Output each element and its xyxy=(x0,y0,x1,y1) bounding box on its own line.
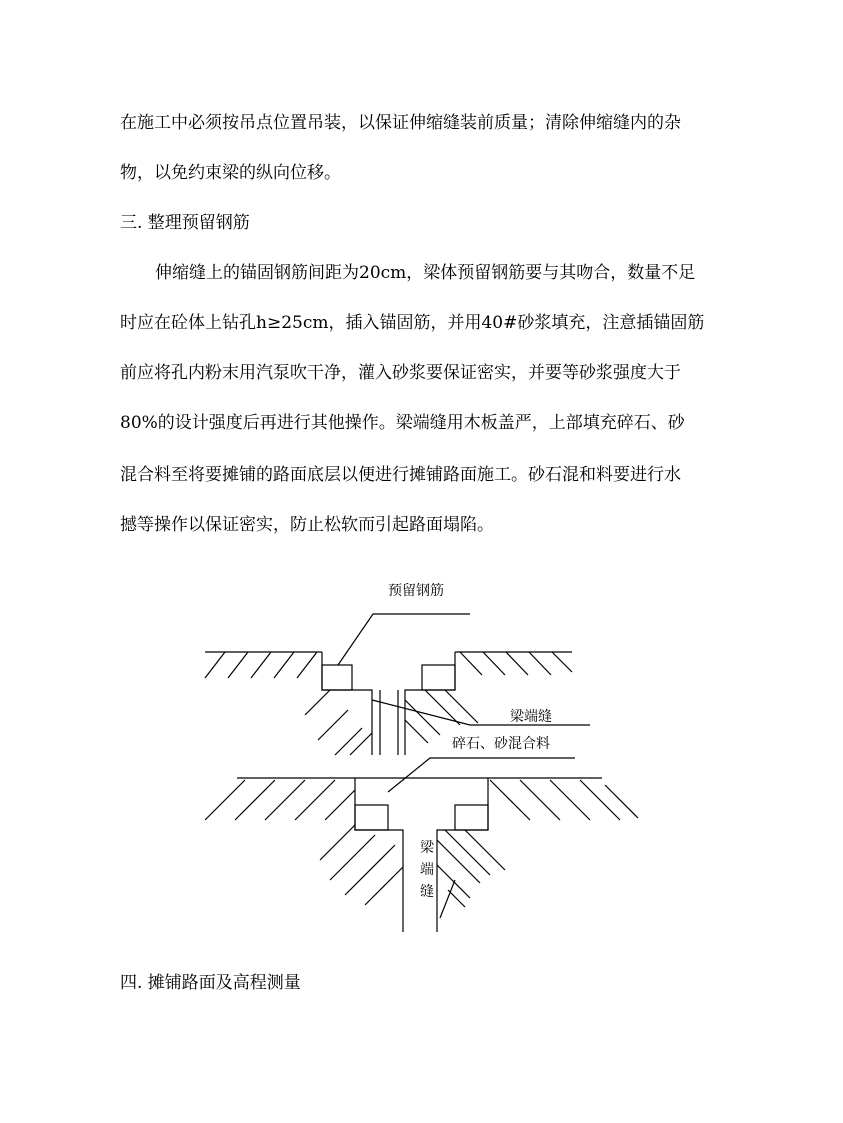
upper-right-rebar-box xyxy=(422,665,455,690)
paragraph-2-line-3: 前应将孔内粉末用汽泵吹干净，灌入砂浆要保证密实，并要等砂浆强度大于 xyxy=(120,363,681,383)
label-mix: 碎石、砂混合料 xyxy=(452,736,550,752)
label-vertical-2: 端 xyxy=(420,862,434,878)
mix-leader-line xyxy=(388,758,575,792)
vertical-label-leader-line xyxy=(440,880,455,918)
upper-right-beam-outline xyxy=(405,652,455,755)
upper-left-beam-outline xyxy=(322,652,372,755)
paragraph-1-line-1: 在施工中必须按吊点位置吊装，以保证伸缩缝装前质量；清除伸缩缝内的杂 xyxy=(120,113,681,133)
lower-right-ground-hatch xyxy=(490,780,638,820)
lower-right-rebar-box xyxy=(455,805,488,830)
paragraph-2-line-4: 80%的设计强度后再进行其他操作。梁端缝用木板盖严，上部填充碎石、砂 xyxy=(120,413,685,433)
paragraph-2-line-1: 伸缩缝上的锚固钢筋间距为20cm，梁体预留钢筋要与其吻合，数量不足 xyxy=(155,263,696,283)
lower-right-beam-outline xyxy=(437,778,488,932)
label-vertical-3: 缝 xyxy=(420,884,434,900)
label-vertical-1: 梁 xyxy=(420,840,434,856)
upper-left-ground-hatch xyxy=(205,652,317,678)
paragraph-2-line-6: 撼等操作以保证密实，防止松软而引起路面塌陷。 xyxy=(120,515,494,535)
lower-right-beam-hatch xyxy=(437,830,505,907)
upper-left-beam-hatch xyxy=(305,690,372,755)
rebar-leader-line xyxy=(338,614,470,665)
lower-left-beam-outline xyxy=(355,778,403,932)
paragraph-1-line-2: 物，以免约束梁的纵向位移。 xyxy=(120,163,341,183)
paragraph-2-line-5: 混合料至将要摊铺的路面底层以便进行摊铺路面施工。砂石混和料要进行水 xyxy=(120,465,681,485)
label-beam-gap: 梁端缝 xyxy=(510,709,552,725)
label-rebar: 预留钢筋 xyxy=(388,583,444,599)
lower-left-ground-hatch xyxy=(205,780,355,820)
lower-left-rebar-box xyxy=(355,805,388,830)
section-3-heading: 三. 整理预留钢筋 xyxy=(120,213,250,233)
lower-left-beam-hatch xyxy=(320,825,403,905)
upper-left-rebar-box xyxy=(322,665,352,690)
paragraph-2-line-2: 时应在砼体上钻孔h≥25cm，插入锚固筋，并用40#砂浆填充，注意插锚固筋 xyxy=(120,313,705,333)
section-4-heading: 四. 摊铺路面及高程测量 xyxy=(120,973,301,993)
upper-right-ground-hatch xyxy=(460,652,572,675)
